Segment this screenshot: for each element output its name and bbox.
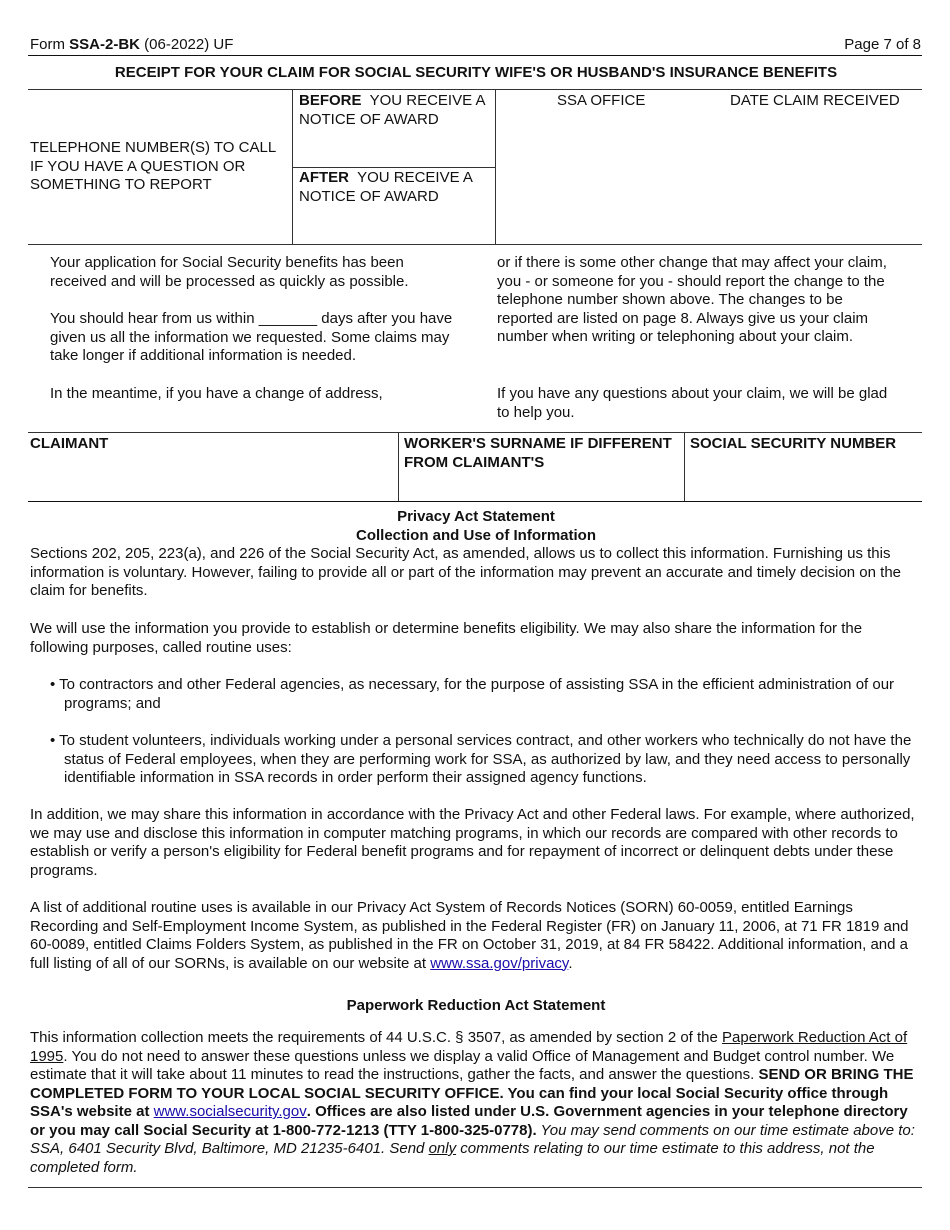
receipt-title: RECEIPT FOR YOUR CLAIM FOR SOCIAL SECURITY WIFE'S OR HUSBAND'S INSURANCE BENEFITS xyxy=(114,64,838,81)
after-award-field[interactable]: AFTER YOU RECEIVE A NOTICE OF AWARD xyxy=(299,169,477,205)
paperwork-title: Paperwork Reduction Act Statement xyxy=(346,997,606,1014)
privacy-p4: A list of additional routine uses is available in our Privacy Act System of Records Notices (SORN) 60-0059, entitled Earnings Recording and Self-Employment Income System, as published in the Federal Register (FR) on January 11, 2006, at 71 FR 1819 and 60-0089, entitled Claims Folders System, as published in the FR on October 31, 2019, at 84 FR 58422. Additional information, and a full listing of all of our SORNs, is available on our website at www.ssa.gov/privacy. xyxy=(30,899,909,972)
claimant-col-divider-1 xyxy=(398,432,399,501)
privacy-bullet-1: • To contractors and other Federal agencies, as necessary, for the purpose of assisting SSA in the efficient administration of our programs; and xyxy=(50,676,895,712)
receipt-table-top xyxy=(28,89,922,90)
claimant-table-bottom xyxy=(28,501,922,502)
worker-surname-field[interactable]: WORKER'S SURNAME IF DIFFERENT FROM CLAIMANT'S xyxy=(404,435,672,471)
ssa-privacy-link[interactable]: www.ssa.gov/privacy xyxy=(430,954,569,972)
privacy-p2: We will use the information you provide to establish or determine benefits eligibility. We may also share the information for the following purposes, called routine uses: xyxy=(30,620,863,656)
notice-right-p2: If you have any questions about your claim, we will be glad to help you. xyxy=(497,385,888,421)
date-claim-received-field[interactable]: DATE CLAIM RECEIVED xyxy=(730,92,900,109)
claimant-field[interactable]: CLAIMANT xyxy=(30,435,109,452)
notice-right-p1: or if there is some other change that may affect your claim, you - or someone for you - should report the change to the telephone number shown above. The changes to be reported are listed on page 8. Always give us your claim number when writing or telephoning about your claim. xyxy=(497,254,887,345)
privacy-bullet-2: • To student volunteers, individuals working under a personal services contract, and other workers who technically do not have the status of Federal employees, when they are performing work for SSA, as authorized by law, and they need access to personally identifiable information in SSA records in order perform their assigned agency functions. xyxy=(50,732,912,786)
ssa-office-field[interactable]: SSA OFFICE xyxy=(557,92,646,109)
header-rule xyxy=(28,55,922,56)
notice-left-p2: You should hear from us within _______ days after you have given us all the information we requested. Some claims may take longer if additional information is needed. xyxy=(50,310,453,364)
page-number: Page 7 of 8 xyxy=(844,36,921,53)
receipt-table-bottom xyxy=(28,244,922,245)
before-after-divider xyxy=(292,167,495,168)
paperwork-body: This information collection meets the requirements of 44 U.S.C. § 3507, as amended by section 2 of the Paperwork Reduction Act of 1995. You do not need to answer these questions unless we display a valid Office of Management and Budget control number. We estimate that it will take about 11 minutes to read the instructions, gather the facts, and answer the questions. SEND OR BRING THE COMPLETED FORM TO YOUR LOCAL SOCIAL SECURITY OFFICE. You can find your local Social Security office through SSA's website at www.socialsecurity.gov. Offices are also listed under U.S. Government agencies in your telephone directory or you may call Social Security at 1-800-772-1213 (TTY 1-800-325-0778). You may send comments on our time estimate above to: SSA, 6401 Security Blvd, Baltimore, MD 21235-6401. Send only comments relating to our time estimate to this address, not the completed form. xyxy=(30,1029,915,1176)
socialsecurity-link[interactable]: www.socialsecurity.gov xyxy=(153,1103,307,1120)
privacy-subtitle: Collection and Use of Information xyxy=(355,527,596,544)
form-id: Form SSA-2-BK (06-2022) UF xyxy=(30,36,234,53)
days-blank[interactable]: _______ xyxy=(258,310,318,327)
telephone-label: TELEPHONE NUMBER(S) TO CALL IF YOU HAVE A QUESTION OR SOMETHING TO REPORT xyxy=(30,139,276,193)
ssn-field[interactable]: SOCIAL SECURITY NUMBER xyxy=(690,435,897,452)
form-number: SSA-2-BK xyxy=(69,36,141,53)
privacy-p1: Sections 202, 205, 223(a), and 226 of the Social Security Act, as amended, allows us to collect this information. Furnishing us this information is voluntary. However, failing to provide all or part of the information may prevent an accurate and timely decision on the claim for benefits. xyxy=(30,545,902,599)
claimant-table-top xyxy=(28,432,922,433)
privacy-p3: In addition, we may share this information in accordance with the Privacy Act and other Federal laws. For example, where authorized, we may use and disclose this information in computer matching programs, in which our records are compared with other records to establish or verify a person's eligibility for Federal benefit programs and for repayment of incorrect or delinquent debts under these programs. xyxy=(30,806,915,879)
privacy-title: Privacy Act Statement xyxy=(397,508,555,525)
receipt-col-divider-2 xyxy=(495,89,496,244)
claimant-col-divider-2 xyxy=(684,432,685,501)
footer-rule xyxy=(28,1187,922,1188)
notice-left-p3: In the meantime, if you have a change of address, xyxy=(50,385,383,402)
notice-left-p1: Your application for Social Security benefits has been received and will be processed as quickly as possible. xyxy=(50,254,409,290)
before-award-field[interactable]: BEFORE YOU RECEIVE A NOTICE OF AWARD xyxy=(299,92,493,128)
